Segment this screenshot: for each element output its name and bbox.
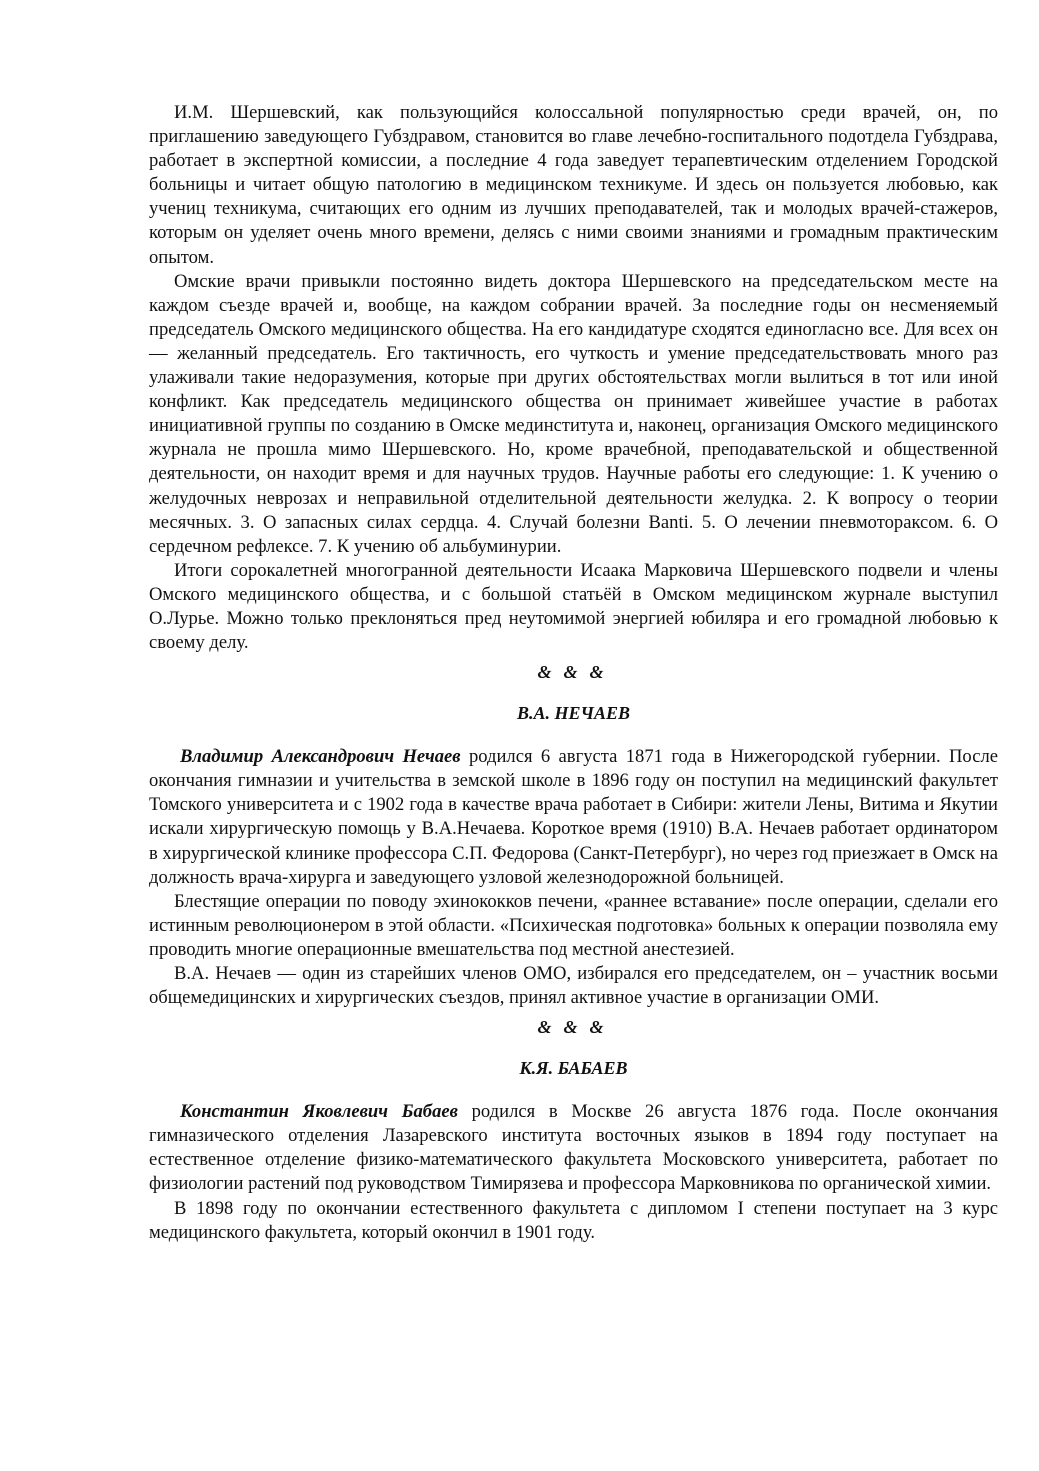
ornament-glyph: &	[537, 662, 558, 683]
paragraph-shershevsky-3: Итоги сорокалетней многогранной деятельности Исаака Марковича Шершевского подвели и члены Омского медицинского общества, и с большой статьёй в Омском медицинском журнале выступил О.Лурье. Можно только преклоняться пред неутомимой энергией юбиляра и его громадной любовью к своему делу.	[149, 559, 998, 654]
paragraph-babaev-lead-text: родился в Москве 26 августа 1876 года. После окончания гимназического отделения Лазаревского института восточных языков в 1894 году поступает на естественное отделение физико-математического факультета Московского университета, работает по физиологии растений под руководством Тимирязева и профессора Марковникова по органической химии.	[149, 1101, 998, 1195]
document-page	[149, 101, 998, 1245]
paragraph-nechaev-lead	[149, 745, 998, 890]
paragraph-babaev-lead	[149, 1100, 998, 1196]
section-heading-nechaev: В.А. НЕЧАЕВ	[516, 703, 630, 724]
paragraph-nechaev-lead-text: родился 6 августа 1871 года в Нижегородской губернии. После окончания гимназии и учительства в земской школе в 1896 году он поступил на медицинский факультет Томского университета и с 1902 года в качестве врача работает в Сибири: жители Лены, Витима и Якутии искали хирургическую помощь у В.А.Нечаева. Короткое время (1910) В.А. Нечаев работает ординатором в хирургической клинике профессора С.П. Федорова (Санкт-Петербург), но через год приезжает в Омск на должность врача-хирурга и заведующего узловой железнодорожной больницей.	[149, 746, 999, 888]
section-heading-babaev: К.Я. БАБАЕВ	[519, 1058, 628, 1079]
paragraph-nechaev-3: В.А. Нечаев — один из старейших членов ОМО, избирался его председателем, он – участник восьми общемедицинских и хирургических съездов, принял активное участие в организации ОМИ.	[149, 963, 998, 1009]
person-name-nechaev: Владимир Александрович Нечаев	[180, 746, 461, 768]
paragraph-shershevsky-1: И.М. Шершевский, как пользующийся колоссальной популярностью среди врачей, он, по приглашению заведующего Губздравом, становится во главе лечебно-госпитального подотдела Губздрава, работает в экспертной комиссии, а последние 4 года заведует терапевтическим отделением Городской больницы и читает общую патологию в медицинском техникуме. И здесь он пользуется любовью, как учениц техникума, считающих его одним из лучших преподавателей, так и молодых врачей-стажеров, которым он уделяет очень много времени, делясь с ними своими знаниями и громадным практическим опытом.	[149, 102, 998, 268]
ornament-glyph: &	[537, 1017, 558, 1038]
paragraph-nechaev-2: Блестящие операции по поводу эхинококков печени, «раннее вставание» после операции, сделали его истинным революционером в этой области. «Психическая подготовка» больных к операции позволяла ему проводить многие операционные вмешательства под местной анестезией.	[149, 890, 998, 960]
ornament-glyph: &	[589, 662, 610, 683]
section-divider-ornament	[149, 660, 998, 684]
ornament-glyph: &	[563, 662, 584, 683]
paragraph-shershevsky-2: Омские врачи привыкли постоянно видеть доктора Шершевского на председательском месте на каждом съезде врачей и, вообще, на каждом собрании врачей. За последние годы он несменяемый председатель Омского медицинского общества. На его кандидатуре сходятся единогласно все. Для всех он — желанный председатель. Его тактичность, его чуткость и умение председательствовать много раз улаживали такие недоразумения, которые при других обстоятельствах могли вылиться в тот или иной конфликт. Как председатель медицинского общества он принимает живейшее участие в работах инициативной группы по созданию в Омске мединститута и, наконец, организация Омского медицинского журнала не прошла мимо Шершевского. Но, кроме врачебной, преподавательской и общественной деятельности, он находит время и для научных трудов. Научные работы его следующие: 1. К учению о желудочных неврозах и неправильной отделительной деятельности желудка. 2. К вопросу о теории месячных. 3. О запасных силах сердца. 4. Случай болезни Banti. 5. О лечении пневмотораксом. 6. О сердечном рефлексе. 7. К учению об альбуминурии.	[149, 270, 998, 557]
ornament-glyph: &	[589, 1017, 610, 1038]
person-name-babaev: Константин Яковлевич Бабаев	[180, 1101, 458, 1123]
section-divider-ornament	[149, 1015, 998, 1039]
ornament-glyph: &	[563, 1017, 584, 1038]
paragraph-babaev-2: В 1898 году по окончании естественного факультета с дипломом I степени поступает на 3 курс медицинского факультета, который окончил в 1901 году.	[149, 1197, 998, 1243]
